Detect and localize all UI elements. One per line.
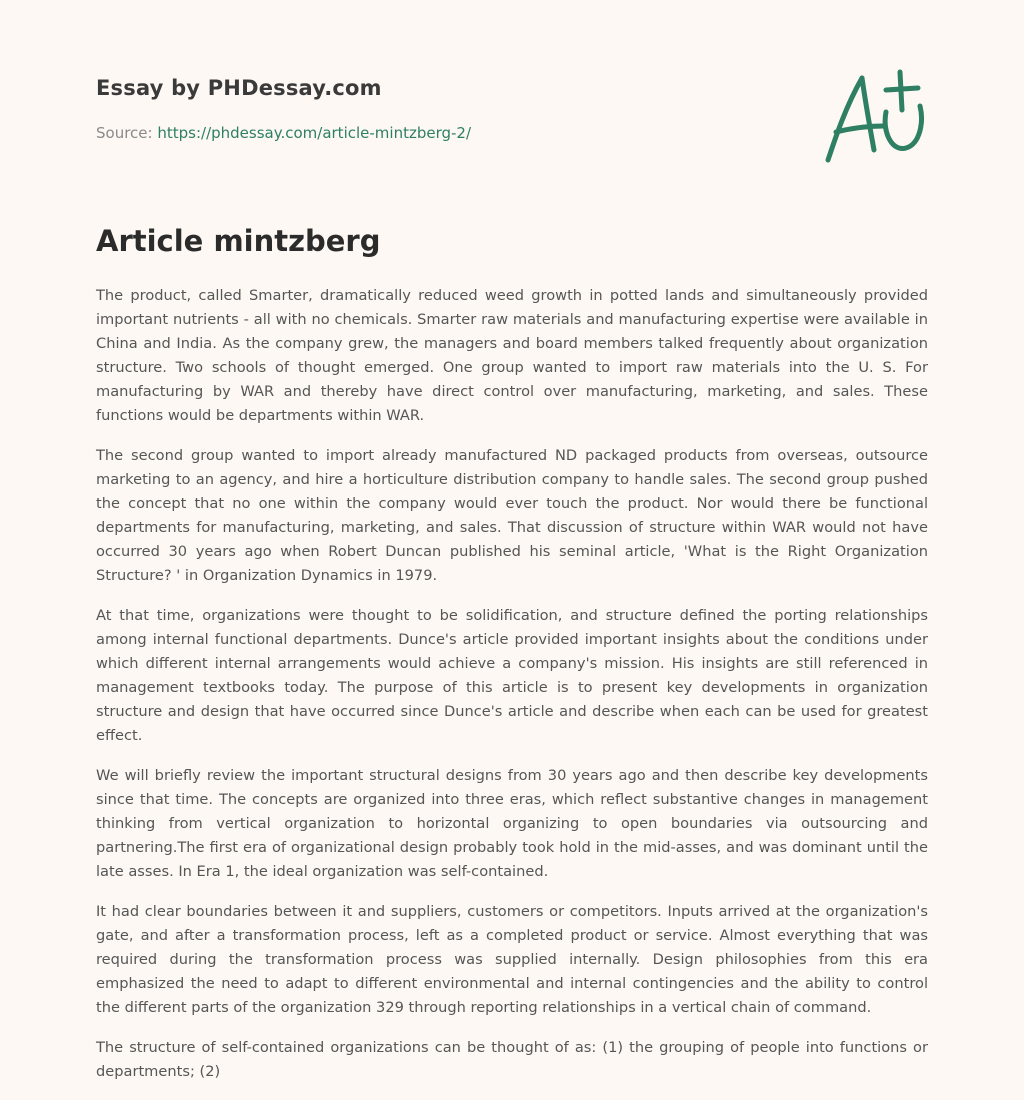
paragraph: We will briefly review the important structural designs from 30 years ago and then describe key developments since that time. The concepts are organized into three eras, which reflect substantive changes in management thinking from vertical organization to horizontal organizing to open boundaries via outsourcing and partnering.The first era of organizational design probably took hold in the mid-asses, and was dominant until the late asses. In Era 1, the ideal organization was self-contained. bbox=[96, 767, 928, 880]
source-link[interactable]: https://phdessay.com/article-mintzberg-2/ bbox=[157, 124, 472, 142]
paragraph: The structure of self-contained organizations can be thought of as: (1) the grouping of people into functions or departments; (2) bbox=[96, 1039, 928, 1080]
source-label: Source: bbox=[96, 124, 153, 142]
article-body bbox=[96, 284, 928, 1100]
source-line bbox=[96, 124, 471, 142]
site-title: Essay by PHDessay.com bbox=[96, 76, 382, 100]
article-title: Article mintzberg bbox=[96, 224, 381, 258]
a-plus-grade-icon bbox=[822, 66, 930, 166]
paragraph: The second group wanted to import already manufactured ND packaged products from overseas, outsource marketing to an agency, and hire a horticulture distribution company to handle sales. The second group pushed the concept that no one within the company would ever touch the product. Nor would there be functional departments for manufacturing, marketing, and sales. That discussion of structure within WAR would not have occurred 30 years ago when Robert Duncan published his seminal article, 'What is the Right Organization Structure? ' in Organization Dynamics in 1979. bbox=[96, 447, 928, 584]
paragraph: It had clear boundaries between it and suppliers, customers or competitors. Inputs arrived at the organization's gate, and after a transformation process, left as a completed product or service. Almost everything that was required during the transformation process was supplied internally. Design philosophies from this era emphasized the need to adapt to different environmental and internal contingencies and the ability to control the different parts of the organization 329 through reporting relationships in a vertical chain of command. bbox=[96, 903, 928, 1016]
paragraph: The product, called Smarter, dramatically reduced weed growth in potted lands and simultaneously provided important nutrients - all with no chemicals. Smarter raw materials and manufacturing expertise were available in China and India. As the company grew, the managers and board members talked frequently about organization structure. Two schools of thought emerged. One group wanted to import raw materials into the U. S. For manufacturing by WAR and thereby have direct control over manufacturing, marketing, and sales. These functions would be departments within WAR. bbox=[96, 287, 928, 424]
paragraph: At that time, organizations were thought to be solidification, and structure defined the porting relationships among internal functional departments. Dunce's article provided important insights about the conditions under which different internal arrangements would achieve a company's mission. His insights are still referenced in management textbooks today. The purpose of this article is to present key developments in organization structure and design that have occurred since Dunce's article and describe when each can be used for greatest effect. bbox=[96, 607, 928, 744]
